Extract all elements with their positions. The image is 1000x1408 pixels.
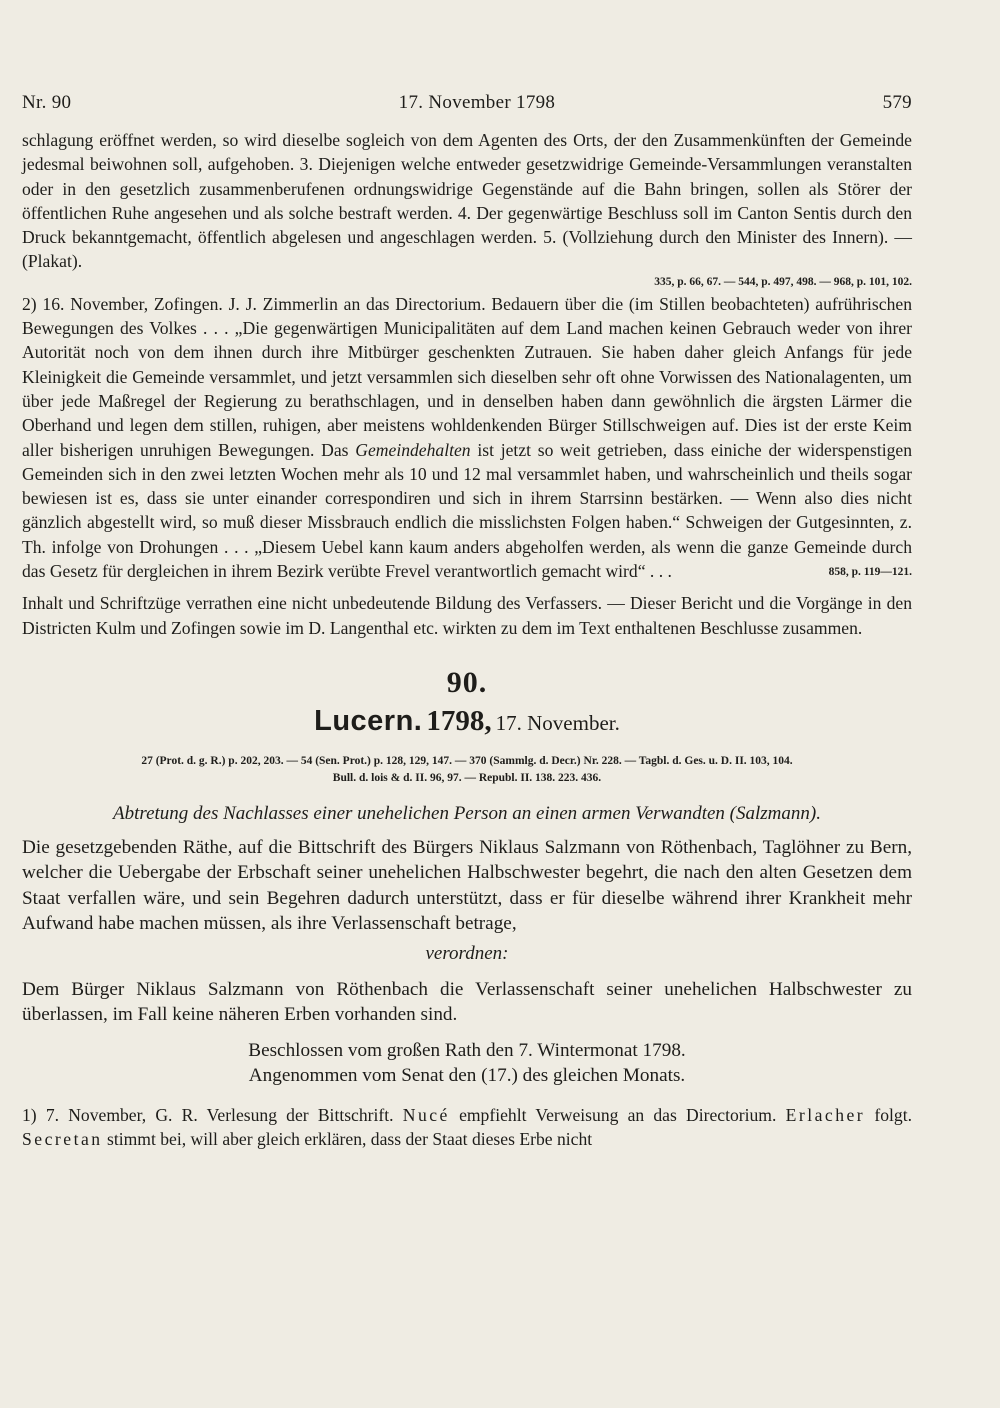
header-issue-number: Nr. 90 <box>22 92 72 113</box>
header-page-number: 579 <box>882 92 912 113</box>
footnote-name-erlacher: Erlacher <box>785 1104 866 1125</box>
paragraph-zimmerlin-report <box>22 292 912 584</box>
section-sources <box>22 753 912 787</box>
footnote-mid-1: empfiehlt Verweisung an das Directorium. <box>459 1104 777 1125</box>
decree-body: Dem Bürger Niklaus Salzmann von Röthenbach die Verlassenschaft seiner unehelichen Halbschwester zu überlassen, im Fall keine näheren Erben vorhanden sind. <box>22 978 912 1026</box>
paragraph-editorial-note: Inhalt und Schriftzüge verrathen eine nicht unbedeutende Bildung des Verfassers. — Dieser Bericht und die Vorgänge in den Districten Kulm und Zofingen sowie im D. Langenthal etc. wirkten zu dem im Text enthaltenen Beschlusse zusammen. <box>22 593 912 638</box>
reference-1: 335, p. 66, 67. — 544, p. 497, 498. — 968, p. 101, 102. <box>654 275 912 288</box>
section-number: 90. <box>446 665 488 699</box>
section-year: 1798, <box>426 704 492 737</box>
footnote-mid-2: folgt. <box>874 1104 912 1125</box>
report-text-b: ist jetzt so weit getrieben, dass einiche der widerspenstigen Gemeinden sich in den zwei letzten Wochen mehr als 10 und 12 mal versammlet haben, und wahrscheinlich und theils sogar bewiesen ist es, dass sie unter einander correspondiren und sich in ihrem Starrsinn bestärken. — Wenn also dies nicht gänzlich abgestellt wird, so muß dieser Missbrauch endlich die misslichsten Folgen haben.“ Schweigen der Gutgesinnten, z. Th. infolge von Drohungen . . . „Diesem Uebel kann kaum anders abgeholfen werden, als wenn die ganze Gemeinde durch das Gesetz für dergleichen in ihrem Bezirk verübte Frevel verantwortlich gemacht wird“ . . . <box>22 439 912 582</box>
sources-line-1: 27 (Prot. d. g. R.) p. 202, 203. — 54 (Sen. Prot.) p. 128, 129, 147. — 370 (Sammlg. d. Decr.) Nr. 228. — Tagbl. d. Ges. u. D. II. 103, 104. <box>141 754 793 767</box>
footnote-start: 1) 7. November, G. R. Verlesung der Bittschrift. <box>22 1104 394 1125</box>
footnote <box>22 1103 912 1152</box>
header-date: 17. November 1798 <box>398 92 556 113</box>
decree-closing-2: Angenommen vom Senat den (17.) des gleichen Monats. <box>248 1065 686 1087</box>
decree-verordnen: verordnen: <box>425 942 509 964</box>
section-date: 17. November. <box>495 710 620 735</box>
footnote-name-secretan: Secretan <box>22 1129 103 1150</box>
reference-2: 858, p. 119—121. <box>828 566 912 579</box>
footnote-end: stimmt bei, will aber gleich erklären, dass der Staat dieses Erbe nicht <box>106 1129 593 1150</box>
decree-closing-1: Beschlossen vom großen Rath den 7. Wintermonat 1798. <box>248 1039 686 1061</box>
section-city: Lucern. <box>314 704 423 737</box>
page-header <box>22 92 912 114</box>
document-page <box>22 92 912 1152</box>
report-italic-term: Gemeindehalten <box>355 439 471 460</box>
report-text-a: 2) 16. November, Zofingen. J. J. Zimmerlin an das Directorium. Bedauern über die (im Stillen beobachteten) aufrührischen Bewegungen des Volkes . . . „Die gegenwärtigen Municipalitäten auf dem Land machen keinen Gebrauch weder von ihrer Autorität noch von dem ihnen durch ihre Mitbürger geschenkten Zutrauen. Sie haben daher gleich Anfangs für jede Kleinigkeit die Gemeinde versammlet, und jetzt versammlen sich dieselben sehr oft ohne Vorwissen des Nationalagenten, um über jede Maßregel der Regierung zu berathschlagen, und in denselben haben dann gewöhnlich die ärgsten Lärmer die Oberhand und legen dem stillen, ruhigen, aber meistens wohldenkenden Bürger Stillschweigen auf. Dies ist der erste Keim aller bisherigen unruhigen Bewegungen. Das <box>22 293 912 460</box>
decree-preamble: Die gesetzgebenden Räthe, auf die Bittschrift des Bürgers Niklaus Salzmann von Röthenbach, Taglöhner zu Bern, welcher die Uebergabe der Erbschaft seiner unehelichen Halbschwester begehrt, die nach den alten Gesetzen dem Staat verfallen wäre, und sein Begehren dadurch unterstützt, dass er für dieselbe während ihrer Krankheit mehr Aufwand habe machen müssen, als ihre Verlassenschaft betrage, <box>22 836 912 935</box>
section-title: Abtretung des Nachlasses einer unehelichen Person an einen armen Verwandten (Salzmann). <box>113 802 821 824</box>
paragraph-decree-continuation: schlagung eröffnet werden, so wird dieselbe sogleich von dem Agenten des Orts, der den Zusammenkünften der Gemeinde jedesmal beiwohnen soll, aufgehoben. 3. Diejenigen welche entweder gesetzwidrige Gemeinde-Versammlungen veranstalten oder in den gesetzlich zusammenberufenen ordnungswidrige Gegenstände auf die Bahn bringen, sollen als Störer der öffentlichen Ruhe angesehen und als solche bestraft werden. 4. Der gegenwärtige Beschluss soll im Canton Sentis durch den Druck bekanntgemacht, öffentlich abgelesen und angeschlagen werden. 5. (Vollziehung durch den Minister des Innern). — (Plakat). <box>22 130 912 272</box>
sources-line-2: Bull. d. lois & d. II. 96, 97. — Republ. II. 138. 223. 436. <box>332 771 602 784</box>
footnote-name-nuce: Nucé <box>402 1104 450 1125</box>
section-heading <box>22 704 912 743</box>
